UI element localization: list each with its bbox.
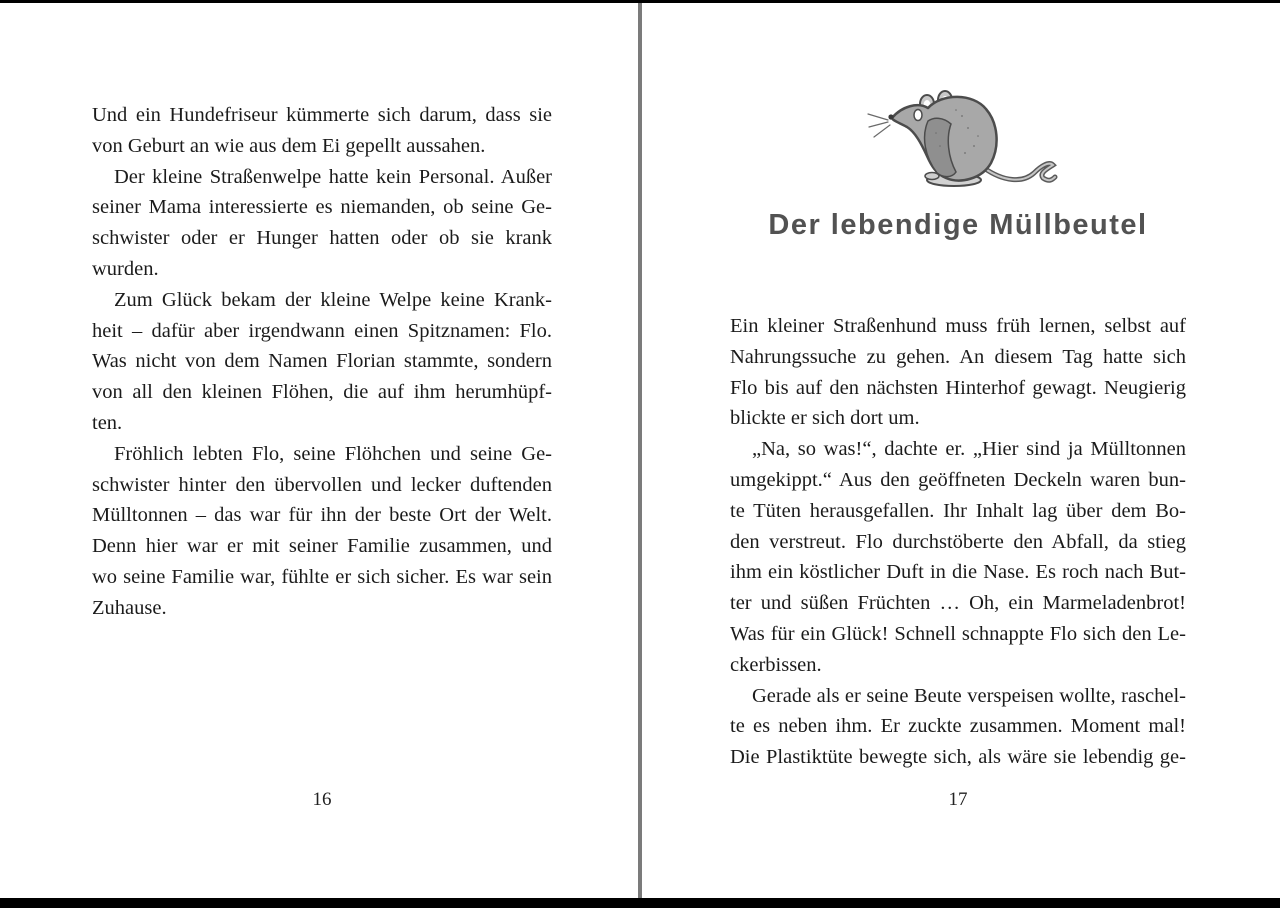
left-page (0, 3, 638, 898)
text-line: Was für ein Glück! Schnell schnappte Flo sich den Le- (730, 622, 1186, 645)
text-line: von Geburt an wie aus dem Ei gepellt aussahen. (92, 134, 486, 157)
text-line: Nahrungssuche zu gehen. An diesem Tag hatte sich (730, 345, 1186, 368)
text-line: ckerbissen. (730, 653, 822, 676)
text-line: Zuhause. (92, 596, 167, 619)
rat-whiskers (868, 114, 890, 137)
text-line: schwister hinter den übervollen und lecker duftenden (92, 473, 552, 496)
page-number-right: 17 (948, 789, 968, 810)
text-line: den verstreut. Flo durchstöberte den Abfall, da stieg (730, 530, 1186, 553)
rat-tail (984, 164, 1055, 181)
text-line: Zum Glück bekam der kleine Welpe keine Krank- (114, 288, 552, 311)
text-line: Und ein Hundefriseur kümmerte sich darum, dass sie (92, 104, 552, 126)
rat-nose (888, 114, 893, 119)
text-line: Fröhlich lebten Flo, seine Flöhchen und seine Ge- (114, 442, 552, 465)
text-line: Der kleine Straßenwelpe hatte kein Personal. Außer (114, 165, 552, 188)
rat-eye (914, 110, 922, 121)
text-line: Was nicht von dem Namen Florian stammte, sondern (92, 350, 552, 373)
rat-front-paw (925, 173, 939, 180)
text-line: „Na, so was!“, dachte er. „Hier sind ja Mülltonnen (752, 438, 1186, 461)
text-line: seiner Mama interessierte es niemanden, ob seine Ge- (92, 196, 552, 219)
text-line: Gerade als er seine Beute verspeisen wollte, raschel- (752, 684, 1186, 707)
text-line: Denn hier war er mit seiner Familie zusammen, und (92, 535, 552, 558)
text-line: ten. (92, 411, 123, 434)
page-number-left: 16 (312, 789, 332, 810)
text-line: te es neben ihm. Er zuckte zusammen. Moment mal! (730, 715, 1186, 738)
right-page-text (730, 311, 1186, 773)
chapter-title: Der lebendige Müllbeutel (768, 209, 1148, 241)
right-page (642, 3, 1280, 898)
text-line: schwister oder er Hunger hatten oder ob sie krank (92, 227, 552, 250)
text-line: heit – dafür aber irgendwann einen Spitznamen: Flo. (92, 319, 552, 342)
rat-illustration (866, 88, 1058, 190)
text-line: wo seine Familie war, fühlte er sich sicher. Es war sein (92, 565, 552, 588)
text-line: blickte er sich dort um. (730, 407, 920, 430)
text-line: te Tüten herausgefallen. Ihr Inhalt lag über dem Bo- (730, 499, 1186, 522)
text-line: Ein kleiner Straßenhund muss früh lernen, selbst auf (730, 315, 1186, 337)
text-line: Flo bis auf den nächsten Hinterhof gewagt. Neugierig (730, 376, 1186, 399)
bottom-border (0, 898, 1280, 908)
text-line: Die Plastiktüte bewegte sich, als wäre sie lebendig ge- (730, 746, 1186, 769)
left-page-text (92, 100, 552, 624)
text-line: ter und süßen Früchten … Oh, ein Marmeladenbrot! (730, 592, 1186, 615)
text-line: ihm ein köstlicher Duft in die Nase. Es roch nach But- (730, 561, 1186, 584)
text-line: Mülltonnen – das war für ihn der beste Ort der Welt. (92, 504, 552, 527)
text-line: wurden. (92, 257, 159, 280)
text-line: von all den kleinen Flöhen, die auf ihm herumhüpf- (92, 381, 552, 404)
text-line: umgekippt.“ Aus den geöffneten Deckeln waren bun- (730, 468, 1186, 491)
